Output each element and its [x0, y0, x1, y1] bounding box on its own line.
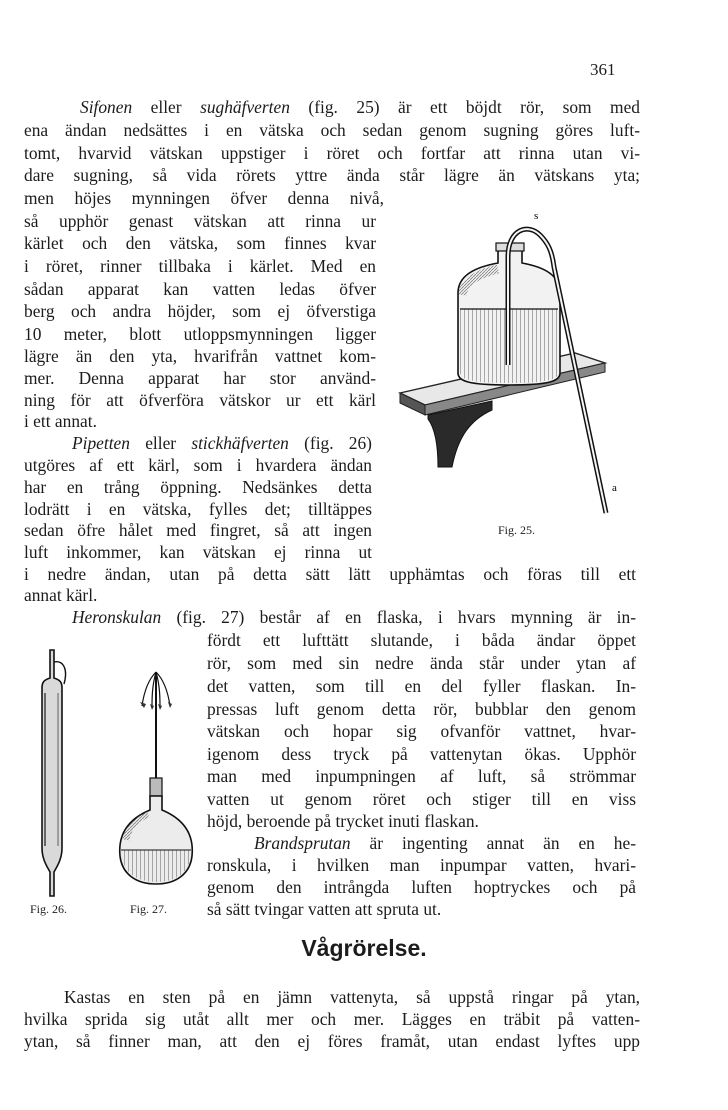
- para1-line-9: sådan apparat kan vatten ledas öfver: [24, 279, 376, 299]
- page-number: 361: [590, 60, 616, 79]
- para3-line-8: man med inpumpningen af luft, så strömmar: [207, 766, 636, 786]
- para2-line-5: sedan öfre hålet med fingret, så att ingen: [24, 520, 372, 540]
- para3-line-2: fördt ett lufttätt slutande, i båda ändar öppet: [207, 630, 636, 650]
- term-heronskulan: Heronskulan: [72, 607, 162, 627]
- fig27-heronskulan-illustration: [112, 660, 202, 900]
- fig26-caption: Fig. 26.: [30, 902, 68, 916]
- para3-line-7: igenom dess tryck på vattenytan ökas. Upphör: [207, 744, 636, 764]
- para3-line-9: vatten ut genom röret och stiger till en viss: [207, 789, 636, 809]
- para4-line-1: [254, 834, 636, 854]
- para1-line-14: ning för att öfverföra vätskor ur ett kärl: [24, 390, 376, 410]
- text-line: (fig. 27) består af en flaska, i hvars mynning är in-: [176, 607, 636, 627]
- text-line: (fig. 26): [304, 433, 372, 453]
- fig26-pipette-illustration: [28, 648, 78, 898]
- fig25-siphon-illustration: [380, 205, 640, 525]
- fig25-label-a: a: [612, 482, 617, 494]
- text-line: (fig. 25) är ett böjdt rör, som med: [308, 97, 640, 117]
- para3-line-1: [72, 608, 636, 628]
- fig25-caption: Fig. 25.: [498, 523, 536, 537]
- para3-line-5: pressas luft genom detta rör, bubblar den genom: [207, 699, 636, 719]
- para2-line-6: luft inkommer, kan vätskan ej rinna ut: [24, 542, 372, 562]
- para2-line-8: annat kärl.: [24, 585, 98, 605]
- para4-line-3: genom den intrångda luften hoptryckes och på: [207, 877, 636, 897]
- para1-line-5: men höjes mynningen öfver denna nivå,: [24, 188, 384, 208]
- para2-line-7: i nedre ändan, utan på detta sätt lätt upphämtas och föras till ett: [24, 564, 636, 584]
- term-pipetten: Pipetten: [72, 433, 130, 453]
- para3-line-3: rör, som med sin nedre ända står under ytan af: [207, 653, 636, 673]
- para5-line-1: Kastas en sten på en jämn vattenyta, så uppstå ringar på ytan,: [64, 987, 640, 1007]
- term-stickhafverten: stickhäfverten: [191, 433, 289, 453]
- para1-line-4: dare sugning, så vida rörets yttre ända står lägre än vätskans yta;: [24, 165, 640, 185]
- para3-line-6: vätskan och hopar sig ofvanför vattnet, hvar-: [207, 721, 636, 741]
- para1-line-2: ena ändan nedsättes i en vätska och sedan genom sugning göres luft-: [24, 120, 640, 140]
- para2-line-2: utgöres af ett kärl, som i hvardera ändan: [24, 455, 372, 475]
- para3-line-4: det vatten, som till en del fyller flaskan. In-: [207, 676, 636, 696]
- term-sughafverten: sughäfverten: [200, 97, 290, 117]
- para2-line-4: lodrätt i en vätska, fylles det; tilltäppes: [24, 499, 372, 519]
- para1-line-13: mer. Denna apparat har stor använd-: [24, 368, 376, 388]
- para5-line-2: hvilka sprida sig utåt allt mer och mer. Lägges en träbit på vatten-: [24, 1009, 640, 1029]
- conj-eller-2: eller: [145, 433, 177, 453]
- conj-eller: eller: [150, 97, 182, 117]
- para1-line-15: i ett annat.: [24, 411, 97, 431]
- para5-line-3: ytan, så finner man, att den ej föres framåt, utan endast lyftes upp: [24, 1031, 640, 1051]
- term-brandsprutan: Brandsprutan: [254, 833, 351, 853]
- para4-line-2: ronskula, i hvilken man inpumpar vatten, hvari-: [207, 855, 636, 875]
- para1-line-12: lägre än den yta, hvarifrån vattnet kom-: [24, 346, 376, 366]
- para1-line-11: 10 meter, blott utloppsmynningen ligger: [24, 324, 376, 344]
- para1-line-7: kärlet och den vätska, som finnes kvar: [24, 233, 376, 253]
- para1-line-1: [80, 98, 640, 118]
- fig25-label-s: s: [534, 210, 539, 222]
- para3-line-10: höjd, beroende på trycket inuti flaskan.: [207, 811, 479, 831]
- para2-line-1: [72, 434, 372, 454]
- fig27-caption: Fig. 27.: [130, 902, 168, 916]
- para1-line-8: i röret, rinner tillbaka i kärlet. Med en: [24, 256, 376, 276]
- para1-line-10: berg och andra höjder, som ej öfverstiga: [24, 301, 376, 321]
- para4-line-4: så sätt tvingar vatten att spruta ut.: [207, 899, 442, 919]
- para1-line-6: så upphör genast vätskan att rinna ur: [24, 211, 376, 231]
- text-line: är ingenting annat än en he-: [369, 833, 636, 853]
- para2-line-3: har en trång öppning. Nedsänkes detta: [24, 477, 372, 497]
- para1-line-3: tomt, hvarvid vätskan uppstiger i röret och fortfar att rinna utan vi-: [24, 143, 640, 163]
- term-sifonen: Sifonen: [80, 97, 133, 117]
- section-title: Vågrörelse.: [301, 935, 427, 961]
